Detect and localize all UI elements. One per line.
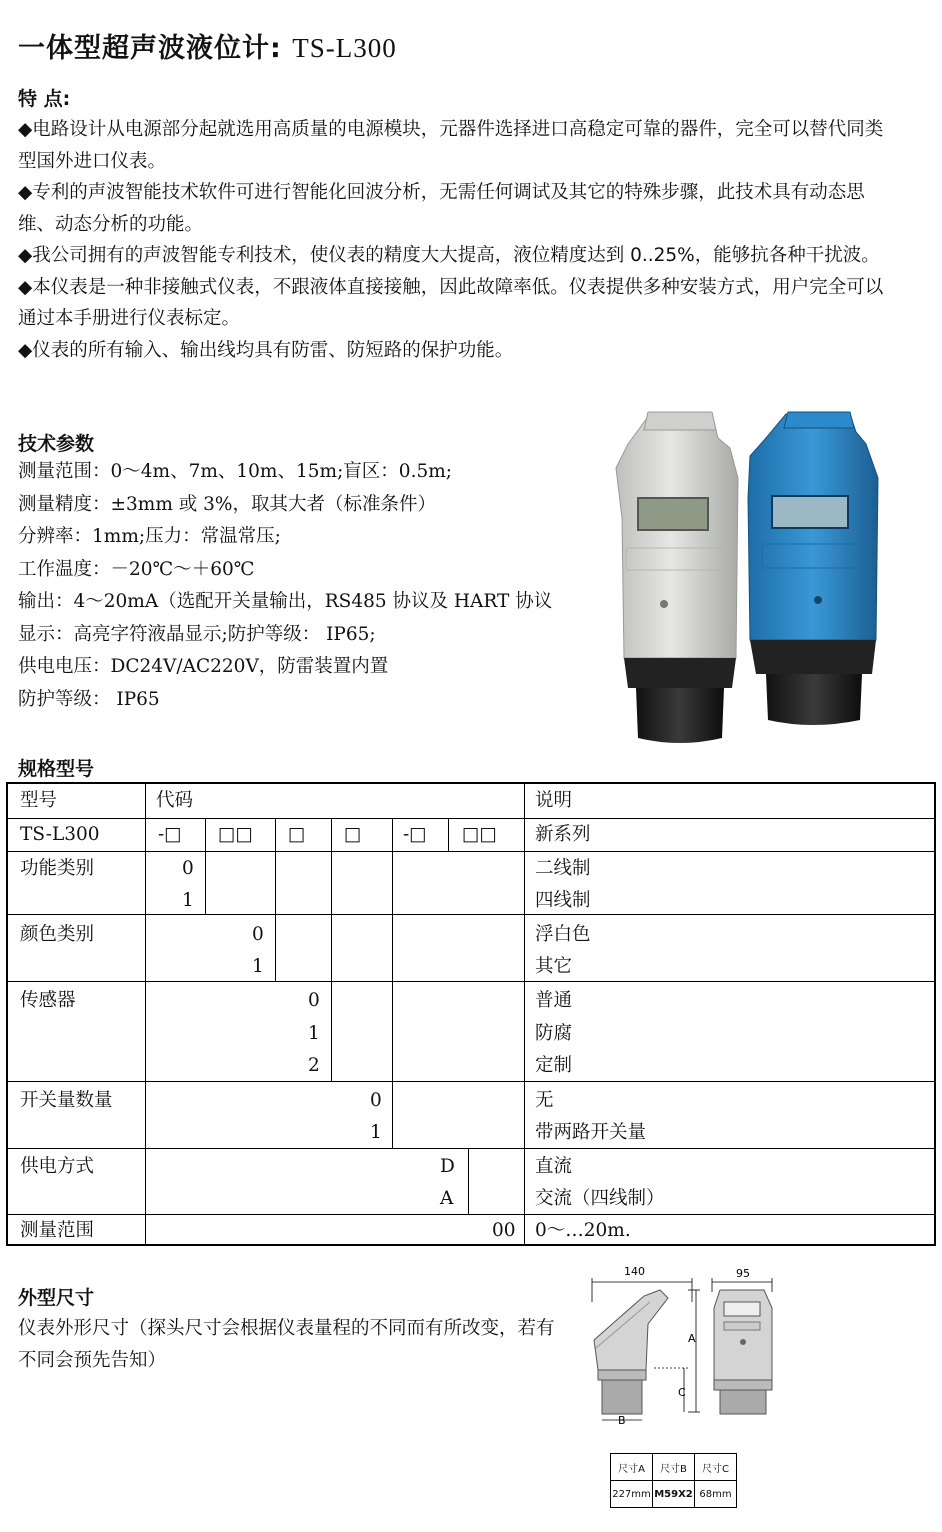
spec-line: 输出：4～20mA（选配开关量输出，RS485 协议及 HART 协议 <box>18 591 553 612</box>
spec-line: 显示：高亮字符液晶显示;防护等级： IP65; <box>18 623 376 645</box>
specs-list <box>18 456 602 716</box>
group-desc: 定制 <box>535 1055 573 1076</box>
dimension-table <box>610 1453 737 1508</box>
code-slot: -□ <box>403 824 427 845</box>
dim-header: 尺寸A <box>611 1454 653 1481</box>
group-desc: 普通 <box>535 990 573 1011</box>
header-desc: 说明 <box>535 790 573 811</box>
group-desc: 直流 <box>535 1156 573 1177</box>
feature-item: ◆我公司拥有的声波智能专利技术，使仪表的精度大大提高，液位精度达到 0..25%，能够抗各种干扰波。 <box>18 245 880 266</box>
group-desc: 防腐 <box>535 1023 573 1044</box>
group-desc: 交流（四线制） <box>535 1188 665 1209</box>
page-title <box>18 26 397 65</box>
code-slot: -□ <box>158 824 182 845</box>
features-heading: 特 点: <box>18 88 71 110</box>
group-label: 测量范围 <box>20 1220 95 1241</box>
group-code: 0 <box>308 990 320 1011</box>
product-photo <box>600 408 890 748</box>
model-name: TS-L300 <box>20 824 100 845</box>
group-code: 00 <box>492 1220 516 1241</box>
label-b: B <box>618 1414 626 1427</box>
group-desc: 其它 <box>535 956 573 977</box>
dim-header: 尺寸C <box>695 1454 737 1481</box>
group-label: 传感器 <box>20 990 76 1011</box>
group-code: D <box>440 1156 455 1177</box>
group-desc: 浮白色 <box>535 924 591 945</box>
label-c: C <box>678 1386 686 1399</box>
spec-line: 测量精度：±3mm 或 3%，取其大者（标准条件） <box>18 493 436 515</box>
group-code: 1 <box>182 890 194 911</box>
group-code: 1 <box>308 1023 320 1044</box>
spec-line: 工作温度：－20℃～＋60℃ <box>18 558 255 580</box>
dim-value: 227mm <box>611 1481 653 1508</box>
specs-heading: 技术参数 <box>18 433 95 455</box>
header-type: 型号 <box>20 790 58 811</box>
model-desc: 新系列 <box>535 824 591 845</box>
code-slot: □ <box>288 824 306 845</box>
group-code: 1 <box>370 1122 382 1143</box>
feature-item: ◆专利的声波智能技术软件可进行智能化回波分析，无需任何调试及其它的特殊步骤，此技术具有动态思维、动态分析的功能。 <box>18 182 865 235</box>
code-slot: □□ <box>462 824 497 845</box>
group-code: 0 <box>370 1090 382 1111</box>
dimensions-heading: 外型尺寸 <box>18 1287 95 1309</box>
group-label: 供电方式 <box>20 1156 95 1177</box>
dim-header: 尺寸B <box>653 1454 695 1481</box>
dim-value: 68mm <box>695 1481 737 1508</box>
spec-line: 测量范围：0～4m、7m、10m、15m;盲区：0.5m; <box>18 461 452 482</box>
group-desc: 0～…20m. <box>535 1220 631 1241</box>
dim-value: M59X2 <box>653 1481 695 1508</box>
group-code: 1 <box>252 956 264 977</box>
group-desc: 四线制 <box>535 890 591 911</box>
spec-line: 防护等级： IP65 <box>18 688 160 710</box>
group-code: 0 <box>252 924 264 945</box>
group-label: 颜色类别 <box>20 924 95 945</box>
feature-item: ◆仪表的所有输入、输出线均具有防雷、防短路的保护功能。 <box>18 339 514 361</box>
code-slot: □□ <box>218 824 253 845</box>
feature-item: ◆本仪表是一种非接触式仪表，不跟液体直接接触，因此故障率低。仪表提供多种安装方式，用户完全可以通过本手册进行仪表标定。 <box>18 276 884 329</box>
spec-line: 供电电压：DC24V/AC220V，防雷装置内置 <box>18 656 389 677</box>
group-desc: 带两路开关量 <box>535 1122 647 1143</box>
dimension-drawing <box>584 1262 784 1442</box>
header-code: 代码 <box>156 790 194 811</box>
features-list <box>18 114 888 366</box>
model-table-heading: 规格型号 <box>18 758 95 780</box>
group-code: 2 <box>308 1055 320 1076</box>
group-desc: 二线制 <box>535 858 591 879</box>
label-140: 140 <box>624 1265 645 1278</box>
model-table <box>6 782 936 1246</box>
white-unit <box>616 412 738 743</box>
title-model: TS-L300 <box>292 33 397 63</box>
code-slot: □ <box>344 824 362 845</box>
label-a: A <box>688 1332 696 1345</box>
group-label: 功能类别 <box>20 858 95 879</box>
title-main: 一体型超声波液位计: <box>18 33 282 64</box>
label-95: 95 <box>736 1267 750 1280</box>
dimensions-text: 仪表外形尺寸（探头尺寸会根据仪表量程的不同而有所改变，若有不同会预先告知） <box>18 1318 555 1371</box>
feature-item: ◆电路设计从电源部分起就选用高质量的电源模块，元器件选择进口高稳定可靠的器件，完全可以替代同类型国外进口仪表。 <box>18 119 884 172</box>
group-label: 开关量数量 <box>20 1090 113 1111</box>
spec-line: 分辨率：1mm;压力：常温常压; <box>18 526 281 547</box>
group-desc: 无 <box>535 1090 554 1111</box>
blue-unit <box>748 412 878 725</box>
group-code: 0 <box>182 858 194 879</box>
group-code: A <box>440 1188 454 1209</box>
